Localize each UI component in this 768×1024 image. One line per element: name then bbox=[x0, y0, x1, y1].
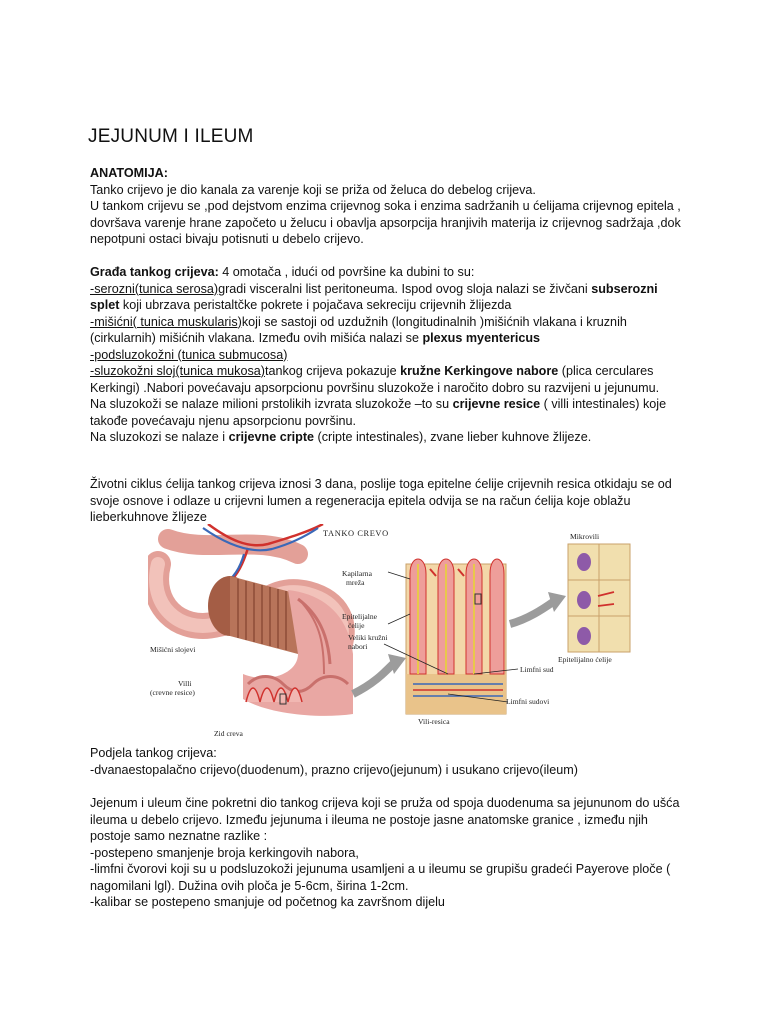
structure-heading: Građa tankog crijeva: bbox=[90, 265, 219, 279]
difference-item-3: -kalibar se postepeno smanjuje od početnog ka završnom dijelu bbox=[90, 895, 445, 909]
label-epitel-2: ćelije bbox=[348, 621, 365, 630]
label-zid: Zid creva bbox=[214, 729, 243, 738]
illustration-svg bbox=[148, 524, 636, 740]
label-limfni-sudovi: Limfni sudovi bbox=[506, 697, 550, 706]
crypts-text: Na sluzokozi se nalaze i bbox=[90, 430, 229, 444]
epithelial-cells bbox=[568, 544, 630, 652]
jejunum-ileum-section bbox=[90, 795, 690, 911]
structure-intro bbox=[90, 264, 690, 281]
division-text: -dvanaestopalačno crijevo(duodenum), prazno crijevo(jejunum) i usukano crijevo(ileum) bbox=[90, 762, 578, 777]
anatomy-line-2: U tankom crijevu se ,pod dejstvom enzima crijevnog soka i enzima sadržanih u ćelijama crijevnog epitela , dovršava varenje hrane započeto u želucu i obavlja apsorpcija hranjivih materija iz crijevnog sadržaja ,dok nepotpuni ostaci bivaju potisnuti u debelo crijevo. bbox=[90, 199, 681, 246]
villi-paragraph bbox=[90, 396, 690, 429]
anatomy-section bbox=[90, 165, 690, 248]
division-heading: Podjela tankog crijeva: bbox=[90, 746, 217, 760]
structure-section bbox=[90, 264, 690, 446]
label-kapilarna-1: Kapilarna bbox=[342, 569, 372, 578]
crypts-text-2: (cripte intestinales), zvane lieber kuhnove žlijeze. bbox=[314, 430, 592, 444]
label-mikrovili: Mikrovili bbox=[570, 532, 600, 541]
crypts-bold: crijevne cripte bbox=[228, 430, 315, 444]
label-epitelijalno: Epitelijalno ćelije bbox=[558, 655, 612, 664]
label-kapilarna-2: mreža bbox=[346, 578, 365, 587]
figure-title: TANKO CREVO bbox=[323, 529, 389, 538]
crypts-paragraph bbox=[90, 429, 690, 446]
difference-item-2: -limfni čvorovi koji su u podsluzokoži jejunuma usamljeni a u ileumu se grupišu gradeći Payerove ploče ( nagomilani lgl). Dužina ovih ploča je 5-6cm, širina 1-2cm. bbox=[90, 862, 671, 893]
small-intestine-illustration bbox=[148, 524, 636, 740]
mucosa-bold: kružne Kerkingove nabore bbox=[400, 364, 559, 378]
label-epitel-1: Epitelijalne bbox=[342, 612, 378, 621]
lifecycle-text: Životni ciklus ćelija tankog crijeva iznosi 3 dana, poslije toga epitelne ćelije crijevnih resica otkidaju se od svoje osnove i odlaze u crijevni lumen a regeneracija epitela odvija se na račun ćelija koje oblažu lieberkuhnove žlijeze bbox=[90, 477, 672, 524]
mucosa-term: -sluzokožni sloj(tunica mukosa) bbox=[90, 364, 265, 378]
label-veliki-1: Veliki kružni bbox=[348, 633, 388, 642]
label-villi-1: Villi bbox=[178, 679, 192, 688]
serosa-bold: subserozni splet bbox=[90, 281, 658, 312]
muscularis-paragraph bbox=[90, 314, 690, 347]
serosa-text: gradi visceralni list peritoneuma. Ispod ovog sloja nalazi se živčani bbox=[218, 281, 592, 296]
serosa-term: -serozni(tunica serosa) bbox=[90, 281, 219, 296]
mucosa-paragraph bbox=[90, 363, 690, 396]
document-title: JEJUNUM I ILEUM bbox=[88, 126, 254, 147]
villi-block bbox=[406, 559, 506, 714]
serosa-text-2: koji ubrzava peristaltčke pokrete i pojačava sekreciju crijevnih žlijezda bbox=[119, 298, 512, 312]
jejunum-ileum-text: Jejenum i uleum čine pokretni dio tankog crijeva koji se pruža od spoja duodenuma sa jejununom do ušća ileuma u debelo crijevo. Između jejunuma i ileuma ne postoje jasne anatomske granice , između njih postoje samo neznatne razlike : bbox=[90, 796, 680, 843]
structure-heading-rest: 4 omotača , idući od površine ka dubini to su: bbox=[218, 265, 475, 279]
submucosa-paragraph bbox=[90, 347, 690, 364]
zoom-arrow-2 bbox=[510, 592, 566, 624]
label-villi-2: (crevne resice) bbox=[150, 688, 195, 697]
division-section bbox=[90, 745, 690, 778]
anatomy-heading: ANATOMIJA: bbox=[90, 166, 168, 180]
lifecycle-section bbox=[90, 476, 690, 526]
mucosa-text-2: (plica cerculares Kerkingi) .Nabori povećavaju apsorpcionu površinu sluzokože i naročito dobro su razvijeni u jejunumu. bbox=[90, 364, 660, 395]
villi-text: Na sluzokoži se nalaze milioni prstolikih izvrata sluzokože –to su bbox=[90, 397, 453, 411]
label-vili-resica: Vili-resica bbox=[418, 717, 450, 726]
zoom-arrow-1 bbox=[353, 654, 406, 694]
serosa-paragraph bbox=[90, 281, 690, 314]
villi-text-2: ( villi intestinales) koje takođe povećavaju njenu apsorpcionu površinu. bbox=[90, 397, 667, 428]
villi-bold: crijevne resice bbox=[452, 397, 541, 411]
muscularis-bold: plexus myentericus bbox=[422, 331, 541, 345]
difference-item-1: -postepeno smanjenje broja kerkingovih nabora, bbox=[90, 845, 359, 860]
submucosa-term: -podsluzokožni (tunica submucosa) bbox=[90, 347, 288, 362]
muscularis-term: -mišićni( tunica muskularis) bbox=[90, 314, 242, 329]
label-misicni: Mišićni slojevi bbox=[150, 645, 196, 654]
muscularis-text: koji se sastoji od uzdužnih (longitudinalnih )mišićnih vlakana i kruznih (cirkularnih) mišićnih vlakana. Između ovih mišića nalazi se bbox=[90, 314, 627, 345]
label-limfni-sud: Limfni sud bbox=[520, 665, 554, 674]
mucosa-text: tankog crijeva pokazuje bbox=[264, 364, 401, 378]
anatomy-line-1: Tanko crijevo je dio kanala za varenje koji se priža od želuca do debelog crijeva. bbox=[90, 182, 536, 197]
label-veliki-2: nabori bbox=[348, 642, 368, 651]
